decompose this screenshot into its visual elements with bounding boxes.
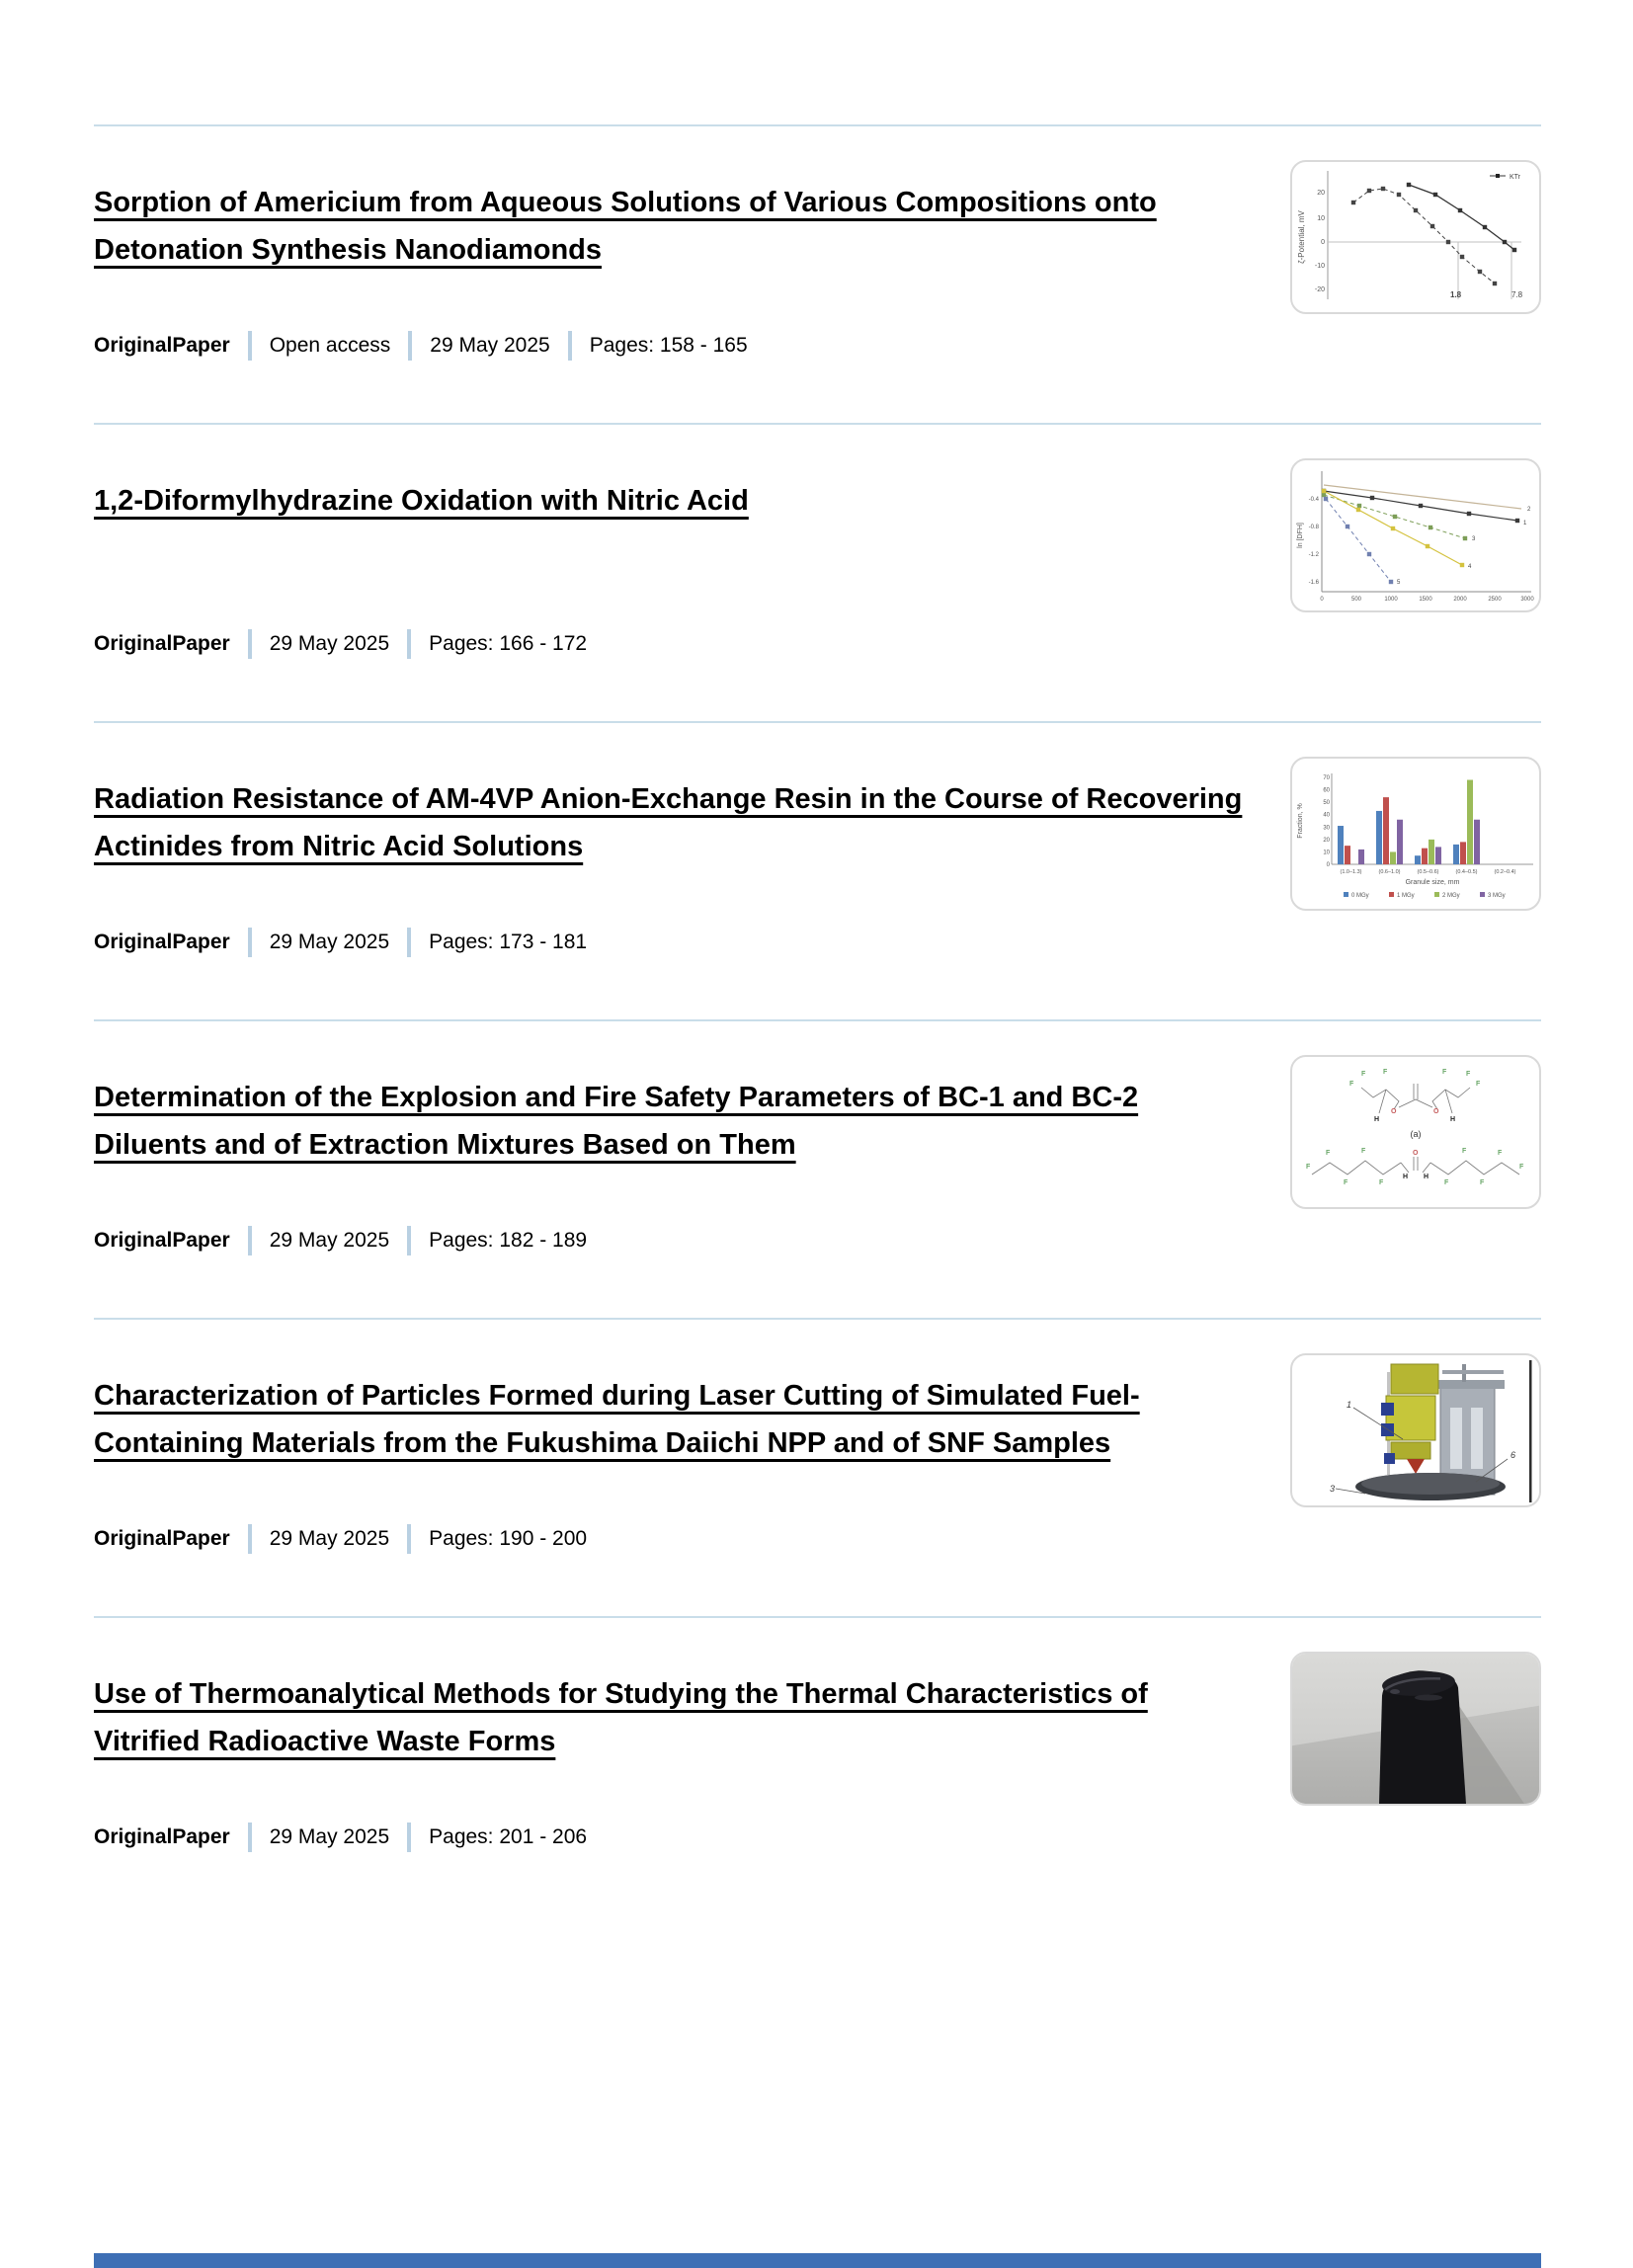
article-main	[94, 1652, 1247, 1852]
data-point-marker	[1324, 497, 1328, 501]
data-point-marker	[1503, 240, 1507, 244]
data-point-marker	[1433, 193, 1437, 197]
series-label: 5	[1397, 580, 1401, 586]
meta-separator	[407, 629, 411, 659]
fluorine-atom-label: F	[1383, 1069, 1388, 1076]
series-solid	[1409, 185, 1514, 250]
article-thumbnail[interactable]	[1290, 1652, 1541, 1806]
x-label: 1.8	[1450, 290, 1462, 299]
data-point-marker	[1346, 525, 1349, 528]
bar	[1474, 820, 1480, 864]
data-point-marker	[1397, 193, 1401, 197]
fluorine-atom-label: F	[1519, 1164, 1524, 1171]
article-item	[94, 1320, 1541, 1616]
fluorine-atom-label: F	[1442, 1069, 1447, 1076]
data-point-marker	[1458, 208, 1462, 212]
article-thumbnail[interactable]	[1290, 757, 1541, 911]
photo-black-cylinder	[1292, 1654, 1539, 1804]
article-main	[94, 1055, 1247, 1256]
data-point-marker	[1389, 580, 1393, 584]
data-point-marker	[1322, 493, 1326, 497]
y-tick: 10	[1317, 215, 1325, 222]
laser-apparatus-figure	[1292, 1355, 1539, 1505]
y-tick: 20	[1317, 190, 1325, 197]
y-tick: 0	[1321, 239, 1325, 246]
fluorine-atom-label: F	[1349, 1081, 1354, 1088]
article-title	[94, 1055, 1247, 1212]
meta-separator	[407, 1822, 411, 1852]
article-meta	[94, 1524, 1247, 1554]
y-tick: 40	[1323, 812, 1330, 819]
x-tick: 2500	[1488, 597, 1502, 603]
bar	[1358, 850, 1364, 864]
callout-label: 3	[1330, 1484, 1336, 1494]
y-axis-label: ln [DFH]	[1297, 523, 1304, 548]
data-point-marker	[1430, 224, 1434, 228]
article-date: 29 May 2025	[269, 1825, 390, 1848]
content-type-label: OriginalPaper	[94, 1229, 230, 1252]
data-point-marker	[1446, 240, 1450, 244]
bar	[1376, 811, 1382, 864]
x-label: 7.8	[1511, 290, 1523, 299]
bar	[1429, 840, 1434, 864]
article-thumbnail[interactable]	[1290, 458, 1541, 612]
legend-swatch	[1480, 892, 1485, 897]
y-axis-label: Fraction, %	[1297, 803, 1304, 839]
zeta-potential-chart	[1292, 162, 1539, 312]
fluorine-atom-label: F	[1462, 1148, 1467, 1155]
data-point-marker	[1367, 189, 1371, 193]
y-tick: -20	[1314, 286, 1325, 293]
pages-label: Pages: 201 - 206	[429, 1825, 588, 1848]
data-point-marker	[1478, 270, 1482, 274]
data-point-marker	[1460, 255, 1464, 259]
category-label: (0.2–0.4)	[1494, 869, 1516, 875]
content-type-label: OriginalPaper	[94, 334, 230, 357]
pages-label: Pages: 190 - 200	[429, 1527, 588, 1550]
article-thumbnail[interactable]	[1290, 1055, 1541, 1209]
article-date: 29 May 2025	[269, 1229, 390, 1252]
legend-label: KTr	[1510, 174, 1521, 181]
y-tick: 60	[1323, 787, 1330, 794]
meta-separator	[407, 928, 411, 957]
oxygen-atom-label: O	[1413, 1150, 1419, 1157]
data-point-marker	[1467, 512, 1471, 516]
article-meta	[94, 331, 1247, 361]
article-title	[94, 757, 1247, 914]
category-label: (1.0–1.3)	[1340, 869, 1362, 875]
x-tick: 500	[1350, 597, 1362, 603]
oxygen-atom-label: O	[1391, 1108, 1397, 1115]
data-point-marker	[1322, 489, 1326, 493]
y-tick: -1.2	[1308, 552, 1319, 558]
data-point-marker	[1407, 183, 1411, 187]
bar	[1415, 855, 1421, 864]
x-tick: 0	[1320, 597, 1324, 603]
pages-label: Pages: 158 - 165	[589, 334, 748, 357]
bar	[1460, 842, 1466, 864]
bar	[1467, 780, 1473, 864]
callout-label: 1	[1347, 1400, 1352, 1410]
hydrogen-atom-label: H	[1374, 1116, 1380, 1123]
y-axis-label: ζ-Potential, mV	[1297, 210, 1306, 264]
y-tick: 0	[1326, 862, 1330, 868]
hydrogen-atom-label: H	[1450, 1116, 1456, 1123]
pages-label: Pages: 173 - 181	[429, 931, 588, 953]
y-tick: -0.4	[1308, 497, 1319, 503]
article-title-link[interactable]: Radiation Resistance of AM-4VP Anion-Exchange Resin in the Course of Recovering Actinides from Nitric Acid Solutions	[94, 783, 1243, 862]
article-title	[94, 1353, 1247, 1510]
meta-separator	[407, 1226, 411, 1256]
data-point-marker	[1367, 552, 1371, 556]
legend-label: 1 MGy	[1397, 893, 1415, 899]
footer-bar	[94, 2253, 1541, 2268]
bar	[1345, 846, 1350, 864]
meta-separator	[408, 331, 412, 361]
article-main	[94, 757, 1247, 957]
legend-label: 0 MGy	[1351, 893, 1369, 899]
fluorine-atom-label: F	[1326, 1150, 1331, 1157]
bar	[1397, 820, 1403, 864]
oxygen-atom-label: O	[1433, 1108, 1439, 1115]
data-point-marker	[1381, 187, 1385, 191]
series-label: 1	[1523, 521, 1527, 526]
data-point-marker	[1370, 496, 1374, 500]
bar	[1435, 847, 1441, 864]
legend-marker	[1496, 174, 1500, 178]
article-title	[94, 160, 1247, 317]
legend-swatch	[1344, 892, 1348, 897]
legend-swatch	[1389, 892, 1394, 897]
bar	[1338, 826, 1344, 864]
article-title-link[interactable]: Sorption of Americium from Aqueous Solutions of Various Compositions onto Detonation Synthesis Nanodiamonds	[94, 187, 1157, 266]
article-meta	[94, 1226, 1247, 1256]
data-point-marker	[1460, 563, 1464, 567]
article-list	[94, 0, 1541, 1914]
x-tick: 1000	[1384, 597, 1398, 603]
y-tick: 70	[1323, 775, 1330, 781]
fluorine-atom-label: F	[1498, 1150, 1503, 1157]
x-tick: 2000	[1453, 597, 1467, 603]
article-date: 29 May 2025	[430, 334, 550, 357]
data-point-marker	[1512, 248, 1516, 252]
data-point-marker	[1391, 526, 1395, 530]
fluorine-atom-label: F	[1361, 1148, 1366, 1155]
article-item	[94, 1021, 1541, 1318]
meta-separator	[248, 1524, 252, 1554]
y-tick: 20	[1323, 837, 1330, 844]
y-tick: -10	[1314, 263, 1325, 270]
data-point-marker	[1351, 201, 1355, 204]
apparatus-render	[1336, 1360, 1532, 1502]
article-meta	[94, 629, 1247, 659]
data-point-marker	[1393, 515, 1397, 519]
fluorine-atom-label: F	[1344, 1179, 1348, 1186]
bar	[1390, 851, 1396, 864]
article-title-link[interactable]: Use of Thermoanalytical Methods for Studying the Thermal Characteristics of Vitrified Radioactive Waste Forms	[94, 1678, 1148, 1757]
article-title-link[interactable]: Determination of the Explosion and Fire Safety Parameters of BC-1 and BC-2 Diluents and of Extraction Mixtures Based on Them	[94, 1082, 1139, 1161]
content-type-label: OriginalPaper	[94, 931, 230, 953]
article-thumbnail[interactable]	[1290, 160, 1541, 314]
fluorine-atom-label: F	[1466, 1071, 1471, 1078]
legend-swatch	[1434, 892, 1439, 897]
article-main	[94, 1353, 1247, 1554]
category-label: (0.6–1.0)	[1378, 869, 1401, 875]
article-main	[94, 160, 1247, 361]
data-point-marker	[1515, 519, 1519, 523]
article-item	[94, 723, 1541, 1019]
article-main	[94, 458, 1247, 659]
bar	[1453, 845, 1459, 864]
x-tick: 3000	[1520, 597, 1534, 603]
fluorine-atom-label: F	[1306, 1164, 1311, 1171]
article-date: 29 May 2025	[269, 1527, 390, 1550]
pages-label: Pages: 166 - 172	[429, 632, 588, 655]
open-access-label: Open access	[269, 334, 391, 357]
legend-label: 2 MGy	[1442, 893, 1460, 899]
series-label: 2	[1527, 507, 1531, 513]
data-point-marker	[1483, 225, 1487, 229]
fluorine-atom-label: F	[1361, 1071, 1366, 1078]
article-date: 29 May 2025	[269, 632, 390, 655]
content-type-label: OriginalPaper	[94, 1825, 230, 1848]
x-tick: 1500	[1419, 597, 1432, 603]
data-point-marker	[1463, 536, 1467, 540]
y-tick: 10	[1323, 850, 1330, 856]
fluorine-atom-label: F	[1444, 1179, 1449, 1186]
article-item	[94, 1618, 1541, 1914]
content-type-label: OriginalPaper	[94, 632, 230, 655]
article-title	[94, 458, 1247, 615]
meta-separator	[248, 1226, 252, 1256]
bar	[1422, 849, 1428, 864]
callout-label: 6	[1511, 1450, 1516, 1460]
pages-label: Pages: 182 - 189	[429, 1229, 588, 1252]
article-title-link[interactable]: Characterization of Particles Formed during Laser Cutting of Simulated Fuel-Containing Materials from the Fukushima Daiichi NPP and of SNF Samples	[94, 1380, 1140, 1459]
bar	[1383, 797, 1389, 864]
article-meta	[94, 928, 1247, 957]
chemical-structure-figure	[1292, 1057, 1539, 1207]
article-item	[94, 425, 1541, 721]
meta-separator	[248, 928, 252, 957]
data-point-marker	[1419, 504, 1423, 508]
data-point-marker	[1493, 282, 1497, 285]
figure-caption: (а)	[1410, 1129, 1422, 1139]
data-point-marker	[1426, 544, 1429, 548]
article-item	[94, 126, 1541, 423]
data-point-marker	[1356, 508, 1360, 512]
meta-separator	[407, 1524, 411, 1554]
y-tick: 50	[1323, 800, 1330, 807]
series-label: 3	[1472, 536, 1476, 542]
x-axis-label: Granule size, mm	[1405, 879, 1460, 886]
hydrogen-atom-label: H	[1403, 1174, 1409, 1180]
fluorine-atom-label: F	[1379, 1179, 1384, 1186]
article-thumbnail[interactable]	[1290, 1353, 1541, 1507]
waste-form-photo	[1292, 1654, 1539, 1804]
hydrogen-atom-label: H	[1424, 1174, 1429, 1180]
meta-separator	[248, 629, 252, 659]
category-label: (0.4–0.5)	[1455, 869, 1478, 875]
category-label: (0.5–0.6)	[1417, 869, 1439, 875]
y-tick: 30	[1323, 825, 1330, 832]
kinetics-chart	[1292, 460, 1539, 610]
fluorine-atom-label: F	[1480, 1179, 1485, 1186]
content-type-label: OriginalPaper	[94, 1527, 230, 1550]
article-meta	[94, 1822, 1247, 1852]
data-point-marker	[1357, 504, 1361, 508]
meta-separator	[248, 331, 252, 361]
meta-separator	[248, 1822, 252, 1852]
article-date: 29 May 2025	[269, 931, 390, 953]
article-title-link[interactable]: 1,2-Diformylhydrazine Oxidation with Nitric Acid	[94, 485, 749, 517]
data-point-marker	[1414, 208, 1418, 212]
series-label: 4	[1468, 564, 1472, 570]
fraction-bar-chart	[1292, 759, 1539, 909]
article-title	[94, 1652, 1247, 1809]
y-tick: -1.6	[1308, 580, 1319, 586]
legend-label: 3 MGy	[1488, 893, 1506, 899]
y-tick: -0.8	[1308, 525, 1319, 530]
meta-separator	[568, 331, 572, 361]
fluorine-atom-label: F	[1476, 1081, 1481, 1088]
data-point-marker	[1429, 526, 1432, 529]
series-dashed	[1353, 189, 1495, 284]
